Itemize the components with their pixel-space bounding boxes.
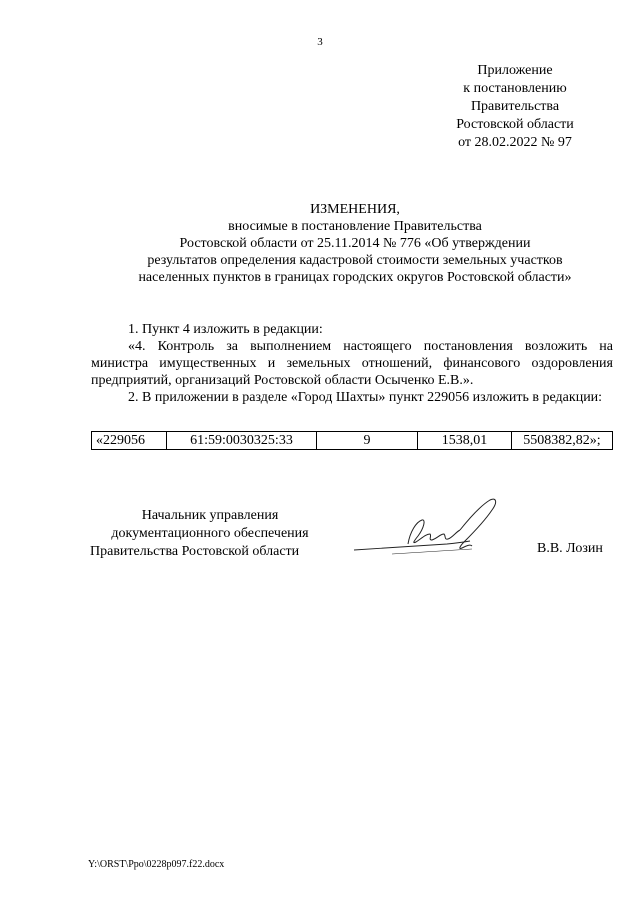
page-number: 3 [317,36,323,48]
signatory-line-2: документационного обеспечения [111,526,309,541]
table-row [92,432,613,450]
table-cell-specific-value: 1538,01 [418,432,512,450]
title-line-2: Ростовской области от 25.11.2014 № 776 «Об утверждении [179,236,531,251]
item-1-heading: 1. Пункт 4 изложить в редакции: [128,322,323,337]
title-line-4: населенных пунктов в границах городских округов Ростовской области» [138,270,572,285]
appendix-line-5: от 28.02.2022 № 97 [458,135,572,150]
signatory-line-1: Начальник управления [141,508,279,523]
title-heading: ИЗМЕНЕНИЯ, [310,202,400,217]
appendix-line-1: Приложение [477,63,553,78]
appendix-block [440,62,590,152]
item-1-text: «4. Контроль за выполнением настоящего постановления возложить на министра имущественных и земельных отношений, финансового оздоровления предприятий, организаций Ростовской области Осыченко Е.В.». [91,339,613,388]
document-title [70,201,640,286]
handwritten-signature [352,494,502,564]
table-cell-cadastral-value: 5508382,82»; [512,432,613,450]
appendix-line-4: Ростовской области [456,117,574,132]
file-path-footer: Y:\ORST\Ppo\0228p097.f22.docx [88,859,225,870]
title-line-3: результатов определения кадастровой стоимости земельных участков [147,253,563,268]
table-cell-code: 9 [317,432,418,450]
appendix-line-2: к постановлению [463,81,567,96]
signatory-name: В.В. Лозин [537,541,603,556]
table-cell-item-number: «229056 [92,432,167,450]
document-body [91,321,613,406]
amendment-table [91,431,613,450]
title-line-1: вносимые в постановление Правительства [228,219,482,234]
signatory-line-3: Правительства Ростовской области [90,544,300,559]
appendix-line-3: Правительства [470,99,560,114]
table-cell-cadastral-number: 61:59:0030325:33 [167,432,317,450]
item-2-text: 2. В приложении в разделе «Город Шахты» пункт 229056 изложить в редакции: [128,390,603,405]
signatory-title [90,507,330,561]
